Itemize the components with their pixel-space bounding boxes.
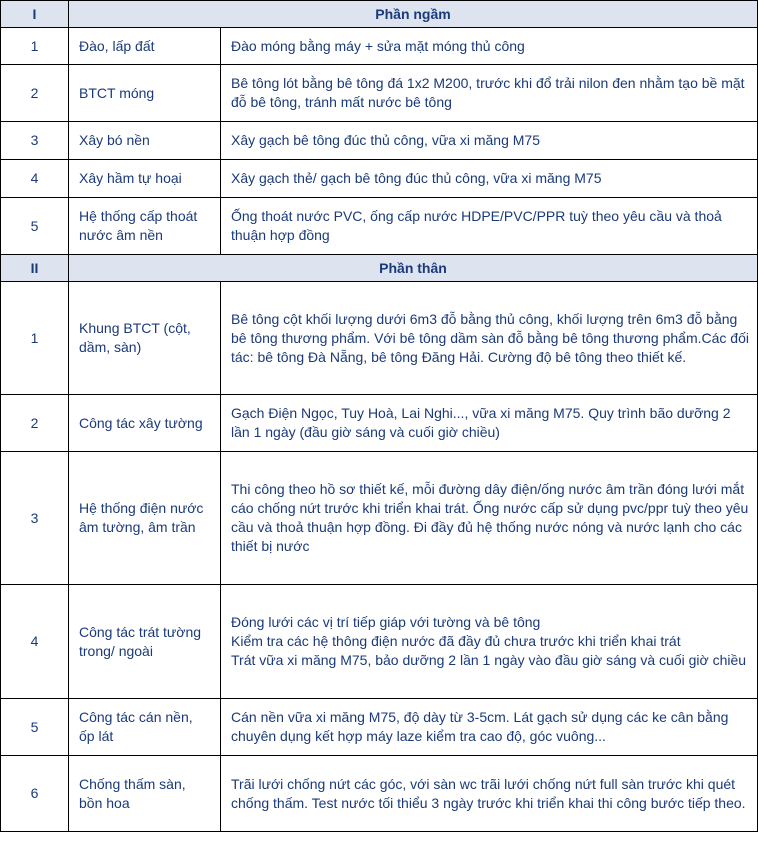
description-line: Kiểm tra các hệ thông điện nước đã đầy đủ chưa trước khi triển khai trát (231, 633, 681, 649)
row-item: Công tác xây tường (69, 395, 221, 452)
row-item: Xây bó nền (69, 122, 221, 160)
row-number: 5 (1, 198, 69, 255)
row-item: Công tác cán nền, ốp lát (69, 699, 221, 756)
row-number: 1 (1, 28, 69, 65)
section-header (1, 255, 758, 282)
table-row (1, 585, 758, 699)
description-line: Trãi lưới chống nứt các góc, với sàn wc trãi lưới chống nứt full sàn trước khi quét chống thấm. Test nước tối thiểu 3 ngày trước khi triển khai thi công bước tiếp theo. (231, 775, 746, 811)
description-line: Xây gạch bê tông đúc thủ công, vữa xi măng M75 (231, 132, 541, 148)
table-row (1, 756, 758, 832)
row-number: 2 (1, 65, 69, 122)
row-description (221, 28, 758, 65)
table-row (1, 699, 758, 756)
row-description (221, 452, 758, 585)
table-row (1, 122, 758, 160)
row-number: 1 (1, 282, 69, 395)
description-line: Trát vữa xi măng M75, bảo dưỡng 2 lần 1 ngày vào đầu giờ sáng và cuối giờ chiều (231, 652, 747, 668)
section-numeral: I (1, 1, 69, 28)
description-line: Xây gạch thẻ/ gạch bê tông đúc thủ công, vữa xi măng M75 (231, 170, 602, 186)
row-item: Khung BTCT (cột, dầm, sàn) (69, 282, 221, 395)
description-line: Cán nền vữa xi măng M75, độ dày từ 3-5cm. Lát gạch sử dụng các ke cân bằng chuyên dụng kết hợp máy laze kiểm tra cao độ, góc vuông... (231, 709, 729, 744)
description-line: Bê tông lót bằng bê tông đá 1x2 M200, trước khi đổ trải nilon đen nhằm tạo bề mặt đỗ bê tông, tránh mất nước bê tông (231, 75, 745, 110)
row-description (221, 585, 758, 699)
section-numeral: II (1, 255, 69, 282)
row-number: 3 (1, 122, 69, 160)
row-number: 4 (1, 585, 69, 699)
row-description (221, 198, 758, 255)
table-row (1, 282, 758, 395)
row-number: 5 (1, 699, 69, 756)
table-row (1, 395, 758, 452)
row-description (221, 122, 758, 160)
description-line: Đóng lưới các vị trí tiếp giáp với tường và bê tông (231, 614, 541, 630)
row-number: 4 (1, 160, 69, 198)
row-description (221, 282, 758, 395)
row-description (221, 699, 758, 756)
row-number: 2 (1, 395, 69, 452)
table-row (1, 28, 758, 65)
section-title: Phần thân (69, 255, 758, 282)
row-item: Đào, lấp đất (69, 28, 221, 65)
row-item: Hệ thống điện nước âm tường, âm trần (69, 452, 221, 585)
section-header (1, 1, 758, 28)
row-item: BTCT móng (69, 65, 221, 122)
row-item: Công tác trát tường trong/ ngoài (69, 585, 221, 699)
row-item: Chống thấm sàn, bồn hoa (69, 756, 221, 832)
description-line: Bê tông cột khối lượng dưới 6m3 đỗ bằng thủ công, khối lượng trên 6m3 đỗ bằng bê tông thương phẩm. Với bê tông dầm sàn đỗ bằng bê tông thương phẩm.Các đối tác: bê tông Đà Nẵng, bê tông Đăng Hải. Cường độ bê tông theo thiết kế. (231, 310, 749, 365)
row-description (221, 756, 758, 832)
table-row (1, 198, 758, 255)
table-row (1, 65, 758, 122)
row-number: 3 (1, 452, 69, 585)
description-line: Đào móng bằng máy + sửa mặt móng thủ công (231, 37, 525, 54)
description-line: Gạch Điện Ngọc, Tuy Hoà, Lai Nghi..., vữa xi măng M75. Quy trình bão dưỡng 2 lần 1 ngày (đầu giờ sáng và cuối giờ chiều) (231, 405, 731, 440)
row-description (221, 65, 758, 122)
row-item: Hệ thống cấp thoát nước âm nền (69, 198, 221, 255)
description-line: Thi công theo hồ sơ thiết kế, mỗi đường dây điện/ống nước âm trần đóng lưới mắt cáo chống nứt trước khi triển khai trát. Ống nước cấp sử dụng pvc/ppr tuỳ theo yêu cầu và thoả thuận hợp đồng. Đi đầy đủ hệ thống nước nóng và nước lạnh cho các thiết bị nước (231, 481, 749, 554)
row-item: Xây hầm tự hoại (69, 160, 221, 198)
row-number: 6 (1, 756, 69, 832)
row-description (221, 395, 758, 452)
section-title: Phần ngầm (69, 1, 758, 28)
row-description (221, 160, 758, 198)
table-row (1, 452, 758, 585)
table-row (1, 160, 758, 198)
description-line: Ống thoát nước PVC, ống cấp nước HDPE/PVC/PPR tuỳ theo yêu cầu và thoả thuận hợp đồng (231, 208, 722, 243)
